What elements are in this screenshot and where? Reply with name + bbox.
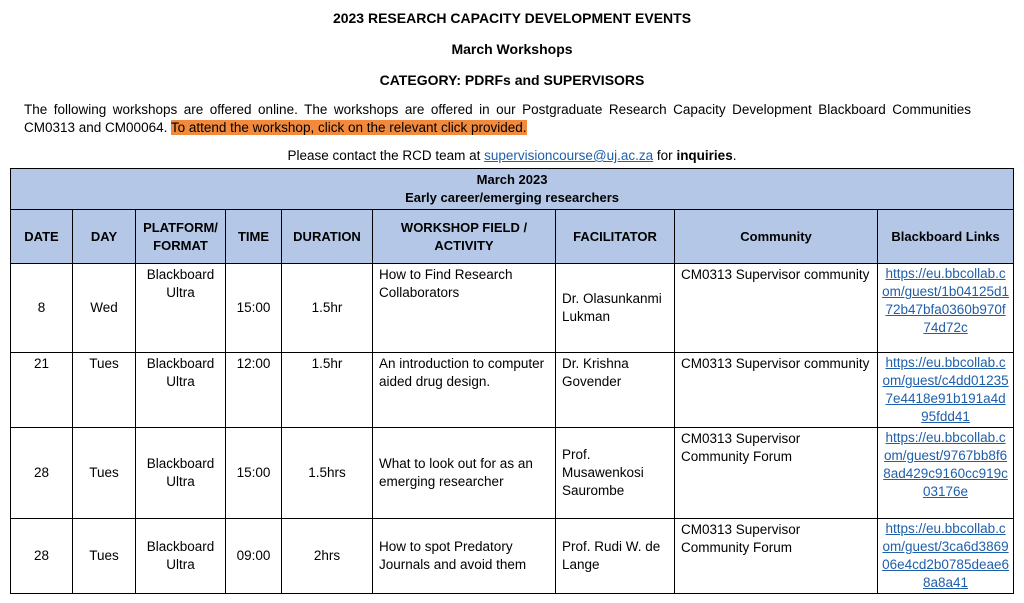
header-day: DAY [73, 210, 136, 264]
header-duration: DURATION [282, 210, 373, 264]
cell-activity: An introduction to computer aided drug design. [373, 353, 556, 428]
cell-time: 15:00 [226, 264, 282, 353]
contact-suffix: inquiries [676, 148, 733, 163]
cell-platform: Blackboard Ultra [136, 519, 226, 594]
blackboard-link[interactable]: https://eu.bbcollab.com/guest/1b04125d172b47bfa0360b970f74d72c [878, 264, 1014, 353]
cell-date: 28 [11, 519, 73, 594]
table-row [11, 519, 1014, 594]
contact-middle: for [653, 148, 677, 163]
blackboard-link[interactable]: https://eu.bbcollab.com/guest/3ca6d386906e4cd2b0785deae68a8a41 [878, 519, 1014, 594]
table-row [11, 353, 1014, 428]
cell-activity: How to spot Predatory Journals and avoid them [373, 519, 556, 594]
intro-paragraph [24, 101, 971, 137]
cell-activity: How to Find Research Collaborators [373, 264, 556, 353]
header-links: Blackboard Links [878, 210, 1014, 264]
cell-platform: Blackboard Ultra [136, 264, 226, 353]
cell-day: Tues [73, 428, 136, 519]
banner-month: March 2023 [476, 172, 548, 187]
cell-community: CM0313 Supervisor community [675, 353, 878, 428]
cell-duration: 1.5hr [282, 264, 373, 353]
intro-text: The following workshops are offered online. The workshops are offered in our Postgraduate Research Capacity Development Blackboard Communities CM0313 and CM00064. [24, 102, 971, 135]
table-banner [11, 169, 1014, 210]
workshop-table [10, 168, 1014, 594]
email-link[interactable]: supervisioncourse@uj.ac.za [484, 148, 654, 163]
cell-facilitator: Dr. Olasunkanmi Lukman [556, 264, 675, 353]
header-activity: WORKSHOP FIELD / ACTIVITY [373, 210, 556, 264]
header-community: Community [675, 210, 878, 264]
cell-activity: What to look out for as an emerging researcher [373, 428, 556, 519]
contact-end: . [732, 148, 737, 163]
page-subtitle: March Workshops [451, 41, 573, 57]
intro-highlight: To attend the workshop, click on the relevant click provided. [170, 120, 527, 135]
blackboard-link[interactable]: https://eu.bbcollab.com/guest/9767bb8f68ad429c9160cc919c03176e [878, 428, 1014, 519]
cell-facilitator: Prof. Musawenkosi Saurombe [556, 428, 675, 519]
cell-platform: Blackboard Ultra [136, 428, 226, 519]
header-date: DATE [11, 210, 73, 264]
cell-community: CM0313 Supervisor community [675, 264, 878, 353]
cell-time: 15:00 [226, 428, 282, 519]
table-row [11, 264, 1014, 353]
blackboard-link[interactable]: https://eu.bbcollab.com/guest/c4dd012357e4418e91b191a4d95fdd41 [878, 353, 1014, 428]
cell-facilitator: Dr. Krishna Govender [556, 353, 675, 428]
header-facilitator: FACILITATOR [556, 210, 675, 264]
cell-facilitator: Prof. Rudi W. de Lange [556, 519, 675, 594]
cell-community: CM0313 Supervisor Community Forum [675, 519, 878, 594]
cell-day: Wed [73, 264, 136, 353]
category-heading: CATEGORY: PDRFs and SUPERVISORS [379, 72, 645, 88]
header-platform: PLATFORM/ FORMAT [136, 210, 226, 264]
table-row [11, 428, 1014, 519]
cell-day: Tues [73, 353, 136, 428]
banner-group: Early career/emerging researchers [405, 190, 620, 205]
cell-duration: 1.5hr [282, 353, 373, 428]
cell-date: 21 [11, 353, 73, 428]
page-title: 2023 RESEARCH CAPACITY DEVELOPMENT EVENTS [332, 10, 692, 26]
cell-time: 12:00 [226, 353, 282, 428]
contact-prefix: Please contact the RCD team at [287, 148, 485, 163]
contact-line [0, 148, 1024, 163]
cell-duration: 1.5hrs [282, 428, 373, 519]
cell-community: CM0313 Supervisor Community Forum [675, 428, 878, 519]
cell-date: 28 [11, 428, 73, 519]
cell-time: 09:00 [226, 519, 282, 594]
header-time: TIME [226, 210, 282, 264]
cell-date: 8 [11, 264, 73, 353]
cell-platform: Blackboard Ultra [136, 353, 226, 428]
cell-duration: 2hrs [282, 519, 373, 594]
cell-day: Tues [73, 519, 136, 594]
